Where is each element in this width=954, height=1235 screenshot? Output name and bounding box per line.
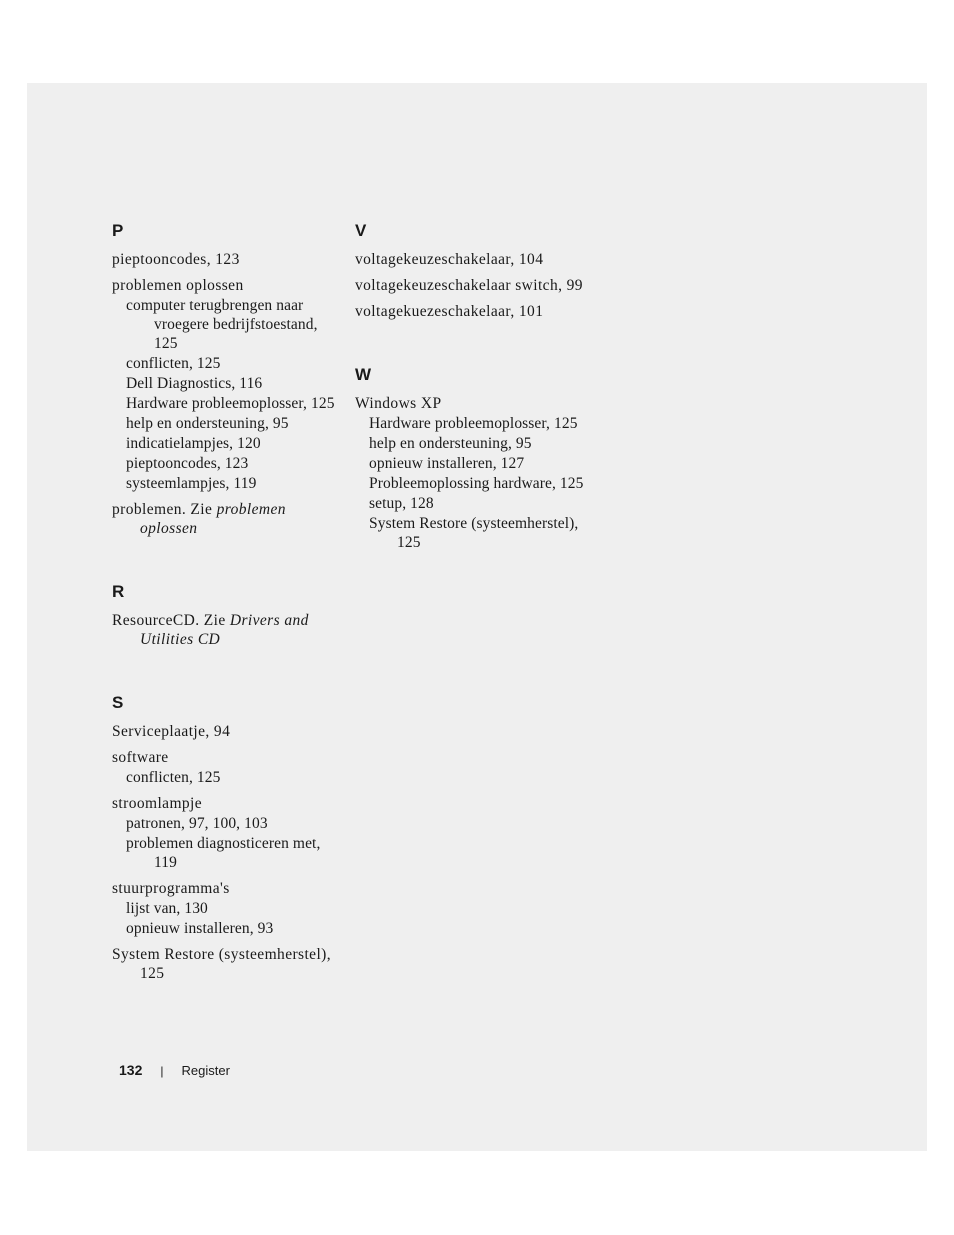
subentry-text: computer terugbrengen naar vroegere bedrijfstoestand, 125	[126, 297, 318, 352]
index-column-left	[112, 221, 337, 1027]
subentry-list	[355, 414, 595, 552]
index-column-right	[355, 221, 595, 596]
footer-separator: |	[160, 1064, 164, 1078]
index-entry	[112, 794, 337, 872]
index-section-w	[355, 365, 595, 552]
entry-text: voltagekuezeschakelaar, 101	[355, 303, 544, 320]
xref-prefix: ResourceCD. Zie	[112, 612, 230, 629]
entry-text: Serviceplaatje, 94	[112, 723, 231, 740]
subentry-text: problemen diagnosticeren met, 119	[126, 835, 321, 871]
entry-text: stroomlampje	[112, 795, 203, 812]
section-letter: R	[112, 582, 125, 601]
cross-reference	[112, 611, 337, 649]
index-entry	[355, 276, 595, 295]
entry-text: software	[112, 749, 169, 766]
subentry-text: opnieuw installeren, 93	[126, 920, 274, 937]
subentry-text: pieptooncodes, 123	[126, 455, 249, 472]
subentry-list	[112, 768, 337, 787]
index-entry	[112, 250, 337, 269]
entry-text: voltagekeuzeschakelaar, 104	[355, 251, 544, 268]
index-section-r	[112, 582, 337, 649]
index-section-v	[355, 221, 595, 321]
subentry-text: Hardware probleemoplosser, 125	[126, 395, 335, 412]
index-entry	[112, 879, 337, 938]
index-entry	[112, 722, 337, 741]
page-footer	[119, 1062, 230, 1078]
subentry-text: lijst van, 130	[126, 900, 208, 917]
subentry-text: System Restore (systeemherstel), 125	[369, 515, 579, 551]
entry-text: voltagekeuzeschakelaar switch, 99	[355, 277, 583, 294]
xref-target: problemen oplossen	[140, 501, 286, 537]
index-entry	[355, 250, 595, 269]
subentry-text: indicatielampjes, 120	[126, 435, 261, 452]
subentry-text: Probleemoplossing hardware, 125	[369, 475, 584, 492]
index-entry	[355, 302, 595, 321]
index-entry	[112, 748, 337, 787]
index-entry	[112, 945, 337, 983]
page-number: 132	[119, 1062, 143, 1078]
index-entry	[355, 394, 595, 552]
entry-text: stuurprogramma's	[112, 880, 230, 897]
subentry-text: systeemlampjes, 119	[126, 475, 257, 492]
subentry-text: Dell Diagnostics, 116	[126, 375, 263, 392]
subentry-list	[112, 814, 337, 872]
subentry-text: conflicten, 125	[126, 355, 221, 372]
cross-reference	[112, 500, 337, 538]
section-letter: S	[112, 693, 124, 712]
index-entry	[112, 276, 337, 493]
subentry-list	[112, 899, 337, 938]
index-entry	[112, 611, 337, 649]
entry-text: System Restore (systeemherstel), 125	[112, 946, 331, 982]
section-letter: W	[355, 365, 372, 384]
subentry-text: help en ondersteuning, 95	[369, 435, 532, 452]
document-page	[27, 83, 927, 1151]
subentry-text: patronen, 97, 100, 103	[126, 815, 268, 832]
subentry-text: Hardware probleemoplosser, 125	[369, 415, 578, 432]
entry-text: problemen oplossen	[112, 277, 244, 294]
index-section-p	[112, 221, 337, 538]
subentry-text: conflicten, 125	[126, 769, 221, 786]
subentry-text: setup, 128	[369, 495, 434, 512]
index-section-s	[112, 693, 337, 983]
footer-section-title: Register	[181, 1063, 230, 1078]
subentry-list	[112, 296, 337, 493]
subentry-text: opnieuw installeren, 127	[369, 455, 525, 472]
subentry-text: help en ondersteuning, 95	[126, 415, 289, 432]
section-letter: P	[112, 221, 124, 240]
entry-text: pieptooncodes, 123	[112, 251, 240, 268]
xref-prefix: problemen. Zie	[112, 501, 217, 518]
section-letter: V	[355, 221, 367, 240]
entry-text: Windows XP	[355, 395, 442, 412]
xref-target: Drivers and Utilities CD	[140, 612, 309, 648]
index-entry	[112, 500, 337, 538]
